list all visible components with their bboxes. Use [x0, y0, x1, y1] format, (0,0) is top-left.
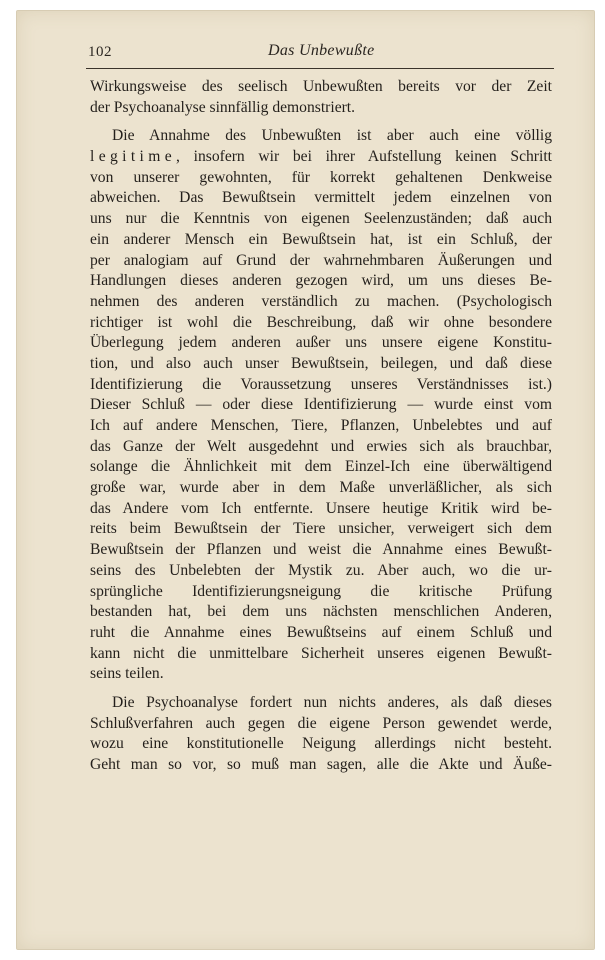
- text-line: das Ganze der Welt ausgedehnt und erwies sich als brauchbar,: [90, 437, 552, 455]
- header-rule: [86, 68, 554, 69]
- paragraph-gap: [90, 685, 552, 693]
- text-line: Handlungen dieses anderen gezogen wird, um uns dieses Be-: [90, 272, 552, 290]
- text-line: Schlußverfahren auch gegen die eigene Person gewendet werde,: [90, 714, 552, 732]
- text-line: Geht man so vor, so muß man sagen, alle die Akte und Äuße-: [90, 756, 552, 773]
- text-line: Bewußtsein der Pflanzen und weist die Annahme eines Bewußt-: [90, 541, 552, 559]
- text-line: Die Psychoanalyse fordert nun nichts anderes, als daß dieses: [112, 693, 552, 711]
- text-line: bestanden hat, bei dem uns nächsten menschlichen Anderen,: [90, 603, 552, 621]
- text-line-emphasis: [90, 147, 552, 168]
- text-line: Wirkungsweise des seelisch Unbewußten bereits vor der Zeit: [90, 78, 552, 95]
- text-line: Dieser Schluß — oder diese Identifizierung — wurde einst vom: [90, 396, 552, 414]
- text-line: seins teilen.: [90, 665, 164, 683]
- page-number: 102: [88, 44, 112, 60]
- spaced-emphasis-word: legitime: [90, 148, 177, 166]
- text-line: Überlegung jedem anderen außer uns unsere eigene Konstitu-: [90, 334, 552, 352]
- text-line: wozu eine konstitutionelle Neigung allerdings nicht besteht.: [90, 735, 552, 753]
- text-line: sprüngliche Identifizierungsneigung die kritische Prüfung: [90, 582, 552, 600]
- text-line: große war, wurde aber in dem Maße unverläßlicher, als sich: [90, 479, 552, 497]
- text-line: abweichen. Das Bewußtsein vermittelt jedem einzelnen von: [90, 189, 552, 207]
- running-head: Das Unbewußte: [268, 42, 375, 59]
- text-line: ein anderer Mensch ein Bewußtsein hat, ist ein Schluß, der: [90, 230, 552, 248]
- text-line: solange die Ähnlichkeit mit dem Einzel-Ich eine überwältigend: [90, 458, 552, 476]
- text-line: seins des Unbelebten der Mystik zu. Aber auch, wo die ur-: [90, 561, 552, 579]
- paragraph-gap: [90, 118, 552, 126]
- text-line-rest: , insofern wir bei ihrer Aufstellung keinen Schritt: [176, 148, 552, 166]
- body-text: [90, 77, 552, 776]
- page-header: [88, 40, 541, 64]
- text-line: das Andere vom Ich entfernte. Unsere heutige Kritik wird be-: [90, 499, 552, 517]
- text-line: Identifizierung die Voraussetzung unseres Verständnisses ist.): [90, 375, 552, 393]
- text-line: per analogiam auf Grund der wahrnehmbaren Äußerungen und: [90, 251, 552, 269]
- text-line: reits beim Bewußtsein der Tiere unsicher, verweigert sich dem: [90, 520, 552, 538]
- text-line: Ich auf andere Menschen, Tiere, Pflanzen, Unbelebtes und auf: [90, 417, 552, 434]
- text-line: richtiger ist wohl die Beschreibung, daß wir ohne besondere: [90, 313, 552, 331]
- text-line: Die Annahme des Unbewußten ist aber auch eine völlig: [112, 127, 552, 145]
- text-line: von unserer gewohnten, für korrekt gehaltenen Denkweise: [90, 168, 552, 186]
- text-line: nehmen des anderen verständlich zu machen. (Psychologisch: [90, 292, 552, 310]
- text-line: kann nicht die unmittelbare Sicherheit unseres eigenen Bewußt-: [90, 644, 552, 662]
- text-line: tion, und also auch unser Bewußtsein, beilegen, und daß diese: [90, 354, 552, 372]
- text-line: der Psychoanalyse sinnfällig demonstriert.: [90, 98, 356, 116]
- text-line: ruht die Annahme eines Bewußtseins auf einem Schluß und: [90, 623, 552, 641]
- text-line: uns nur die Kenntnis von eigenen Seelenzuständen; daß auch: [90, 210, 552, 228]
